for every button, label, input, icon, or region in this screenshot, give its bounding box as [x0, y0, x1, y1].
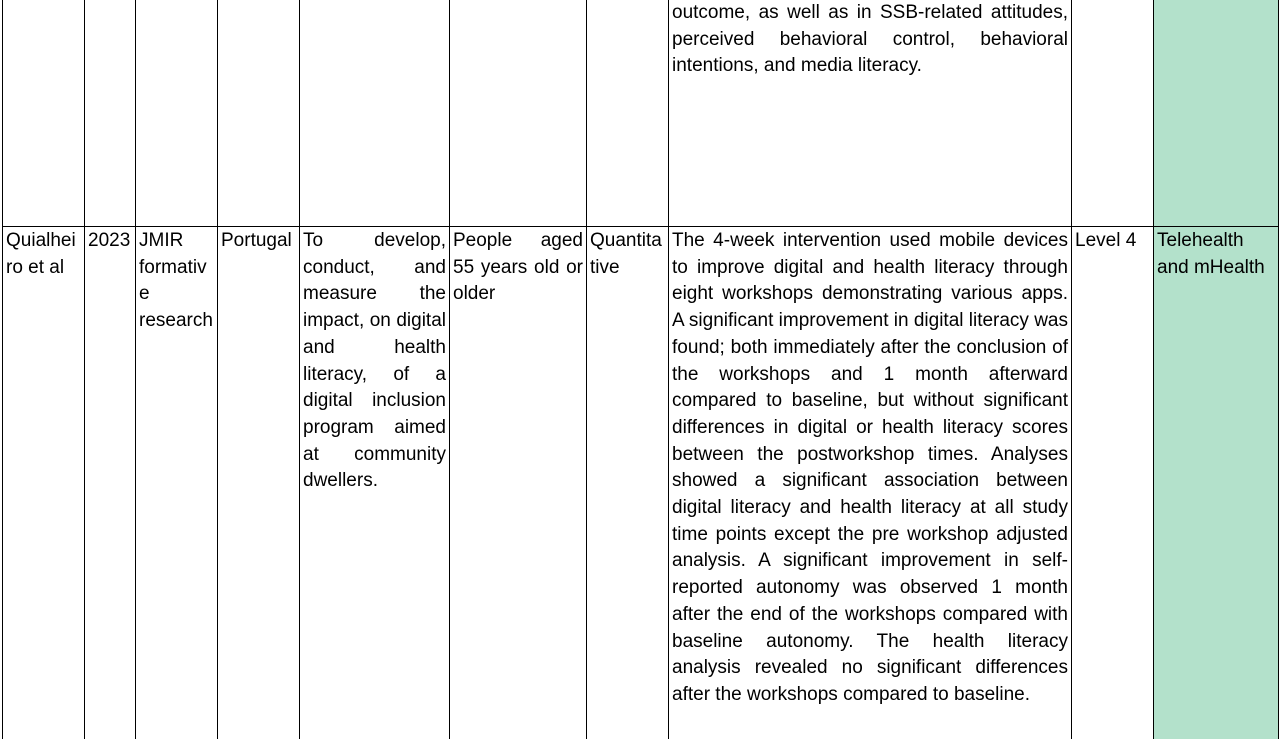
journal-cell — [136, 0, 218, 227]
year-text: 2023 — [88, 230, 131, 251]
category-text: Telehealth and mHealth — [1157, 230, 1265, 278]
population-cell — [450, 227, 587, 739]
table-row — [3, 227, 1279, 739]
country-cell — [218, 0, 300, 227]
population-text: People aged 55 years old or older — [453, 230, 583, 305]
year-cell — [85, 0, 136, 227]
evidence-level-cell — [1072, 227, 1154, 739]
country-text: Portugal — [221, 230, 292, 251]
country-cell — [218, 227, 300, 739]
design-cell — [587, 0, 669, 227]
author-text: Quialheiro et al — [6, 230, 76, 278]
design-text: Quantitative — [590, 230, 662, 278]
aim-text: To develop, conduct, and measure the impact, on digital and health literacy, of a digital inclusion program aimed at community dwellers. — [303, 230, 446, 492]
author-cell — [3, 0, 85, 227]
category-cell — [1154, 0, 1279, 227]
table-row — [3, 0, 1279, 227]
category-cell — [1154, 227, 1279, 739]
evidence-level-text: Level 4 — [1075, 230, 1137, 251]
author-cell — [3, 227, 85, 739]
findings-cell — [669, 227, 1072, 739]
findings-cell — [669, 0, 1072, 227]
journal-cell — [136, 227, 218, 739]
aim-cell — [300, 227, 450, 739]
literature-table — [2, 0, 1279, 739]
findings-text: The 4-week intervention used mobile devices to improve digital and health literacy through eight workshops demonstrating various apps. A significant improvement in digital literacy was found; both immediately after the conclusion of the workshops and 1 month afterward compared to baseline, but without significant differences in digital or health literacy scores between the postworkshop times. Analyses showed a significant association between digital literacy and health literacy at all study time points except the pre workshop adjusted analysis. A significant improvement in self-reported autonomy was observed 1 month after the end of the workshops compared with baseline autonomy. The health literacy analysis revealed no significant differences after the workshops compared to baseline. — [672, 230, 1069, 705]
findings-text: outcome, as well as in SSB-related attitudes, perceived behavioral control, behavioral intentions, and media literacy. — [672, 2, 1068, 77]
population-cell — [450, 0, 587, 227]
journal-text: JMIR formative research — [139, 230, 213, 332]
design-cell — [587, 227, 669, 739]
year-cell — [85, 227, 136, 739]
aim-cell — [300, 0, 450, 227]
evidence-level-cell — [1072, 0, 1154, 227]
